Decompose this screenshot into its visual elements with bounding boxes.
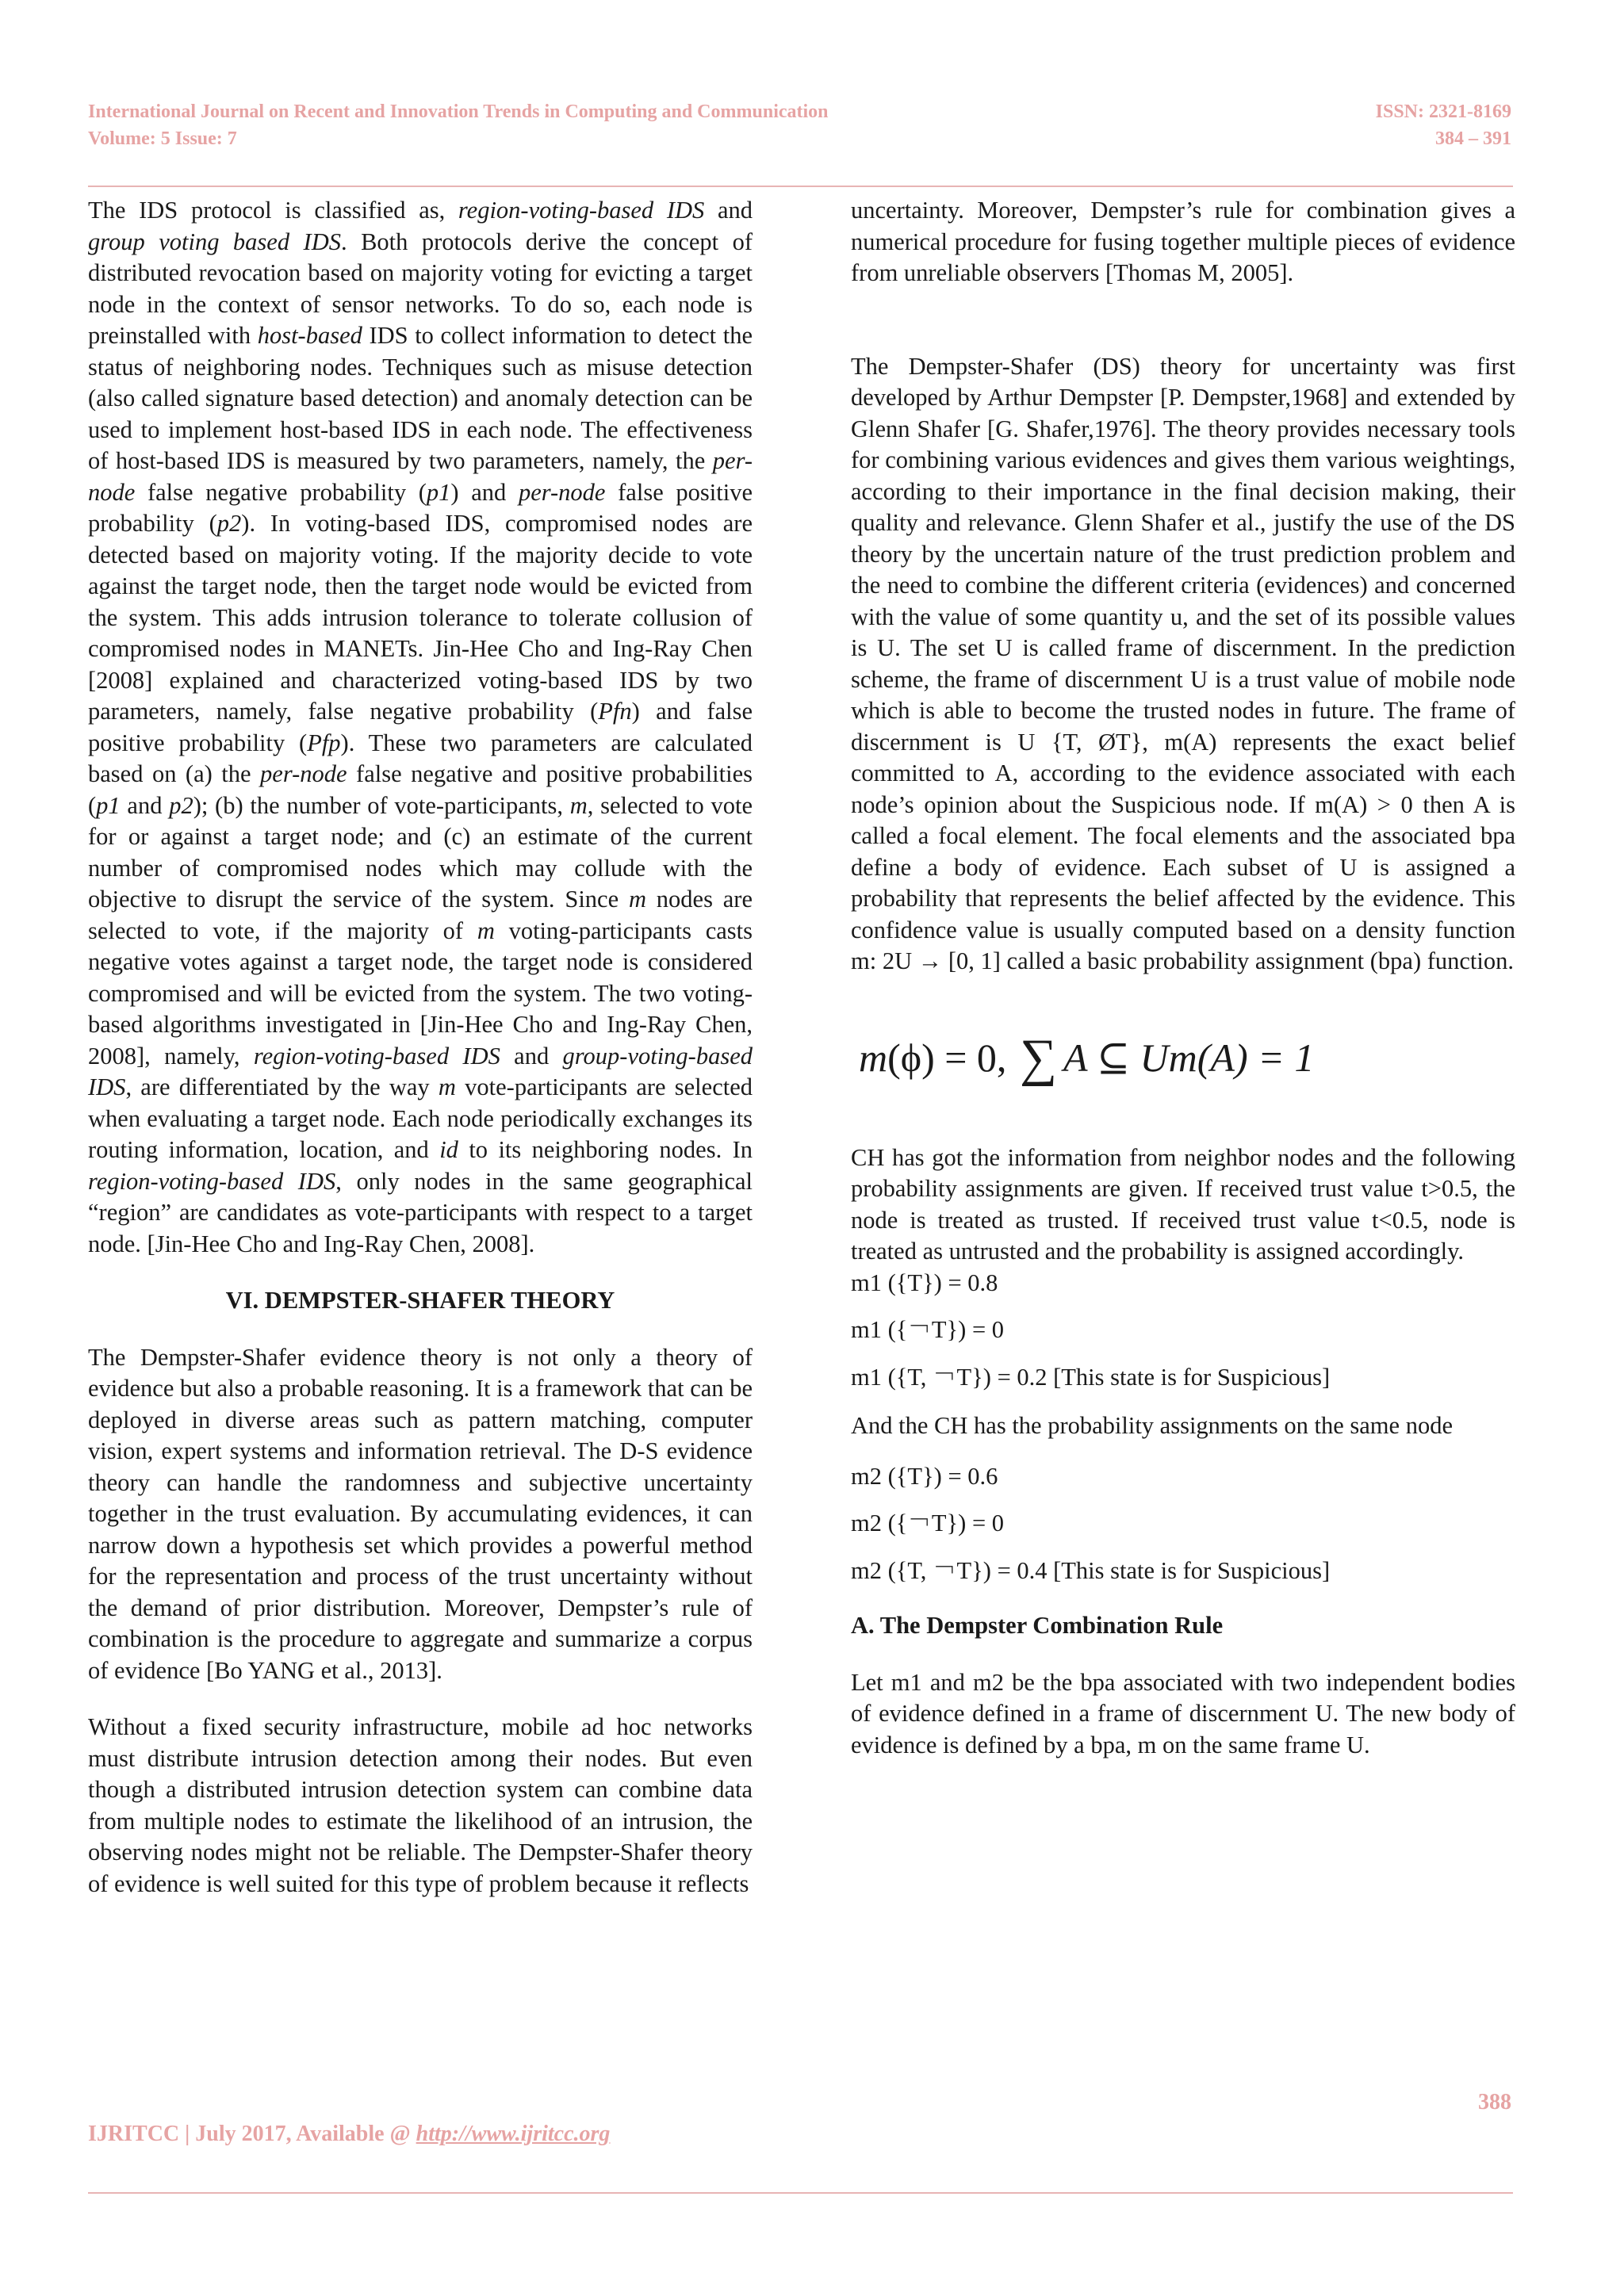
paragraph-ids-protocol: The IDS protocol is classified as, region-voting-based IDS and group voting based IDS. Both protocols derive the concept of distributed revocation based on majority voting for evicting a target node in the context of sensor networks. To do so, each node is preinstalled with host-based IDS to collect information to detect the status of neighboring nodes. Techniques such as misuse detection (also called signature based detection) and anomaly detection can be used to implement host-based IDS in each node. The effectiveness of host-based IDS is measured by two parameters, namely, the per-node false negative probability (p1) and per-node false positive probability (p2). In voting-based IDS, compromised nodes are detected based on majority voting. If the majority decide to vote against the target node, then the target node would be evicted from the system. This adds intrusion tolerance to tolerate collusion of compromised nodes in MANETs. Jin-Hee Cho and Ing-Ray Chen [2008] explained and characterized voting-based IDS by two parameters, namely, false negative probability (Pfn) and false positive probability (Pfp). These two parameters are calculated based on (a) the per-node false negative and positive probabilities (p1 and p2); (b) the number of vote-participants, m, selected to vote for or against a target node; and (c) an estimate of the current number of compromised nodes which may collude with the objective to disrupt the service of the system. Since m nodes are selected to vote, if the majority of m voting-participants casts negative votes against a target node, the target node is considered compromised and will be evicted from the system. The two voting-based algorithms investigated in [Jin-Hee Cho and Ing-Ray Chen, 2008], namely, region-voting-based IDS and group-voting-based IDS, are differentiated by the way m vote-participants are selected when evaluating a target node. Each node periodically exchanges its routing information, location, and id to its neighboring nodes. In region-voting-based IDS, only nodes in the same geographical “region” are candidates as vote-participants with respect to a target node. [Jin-Hee Cho and Ing-Ray Chen, 2008]. — [88, 197, 753, 1257]
paragraph-ch-information: CH has got the information from neighbor nodes and the following probability assignments are given. If received trust value t>0.5, the node is treated as trusted. If received trust value t<0.5, node is treated as untrusted and the probability is assigned accordingly. — [851, 1143, 1515, 1265]
header-divider — [88, 186, 1513, 187]
m1-assignment-not-t: m1 ({￢T}) = 0 — [851, 1316, 1005, 1343]
subsection-heading: A. The Dempster Combination Rule — [851, 1612, 1224, 1639]
left-column — [88, 195, 753, 1900]
formula-equals-zero: = 0, — [934, 1035, 1017, 1080]
running-header-right — [1376, 98, 1511, 152]
volume-issue: Volume: 5 Issue: 7 — [88, 128, 237, 149]
page-range: 384 – 391 — [1435, 128, 1511, 149]
m1-assignment-suspicious: m1 ({T, ￢T}) = 0.2 [This state is for Suspicious] — [851, 1363, 1331, 1391]
formula-rhs: A ⊆ Um(A) = 1 — [1063, 1035, 1315, 1080]
m2-assignment-suspicious: m2 ({T, ￢T}) = 0.4 [This state is for Suspicious] — [851, 1556, 1331, 1584]
footer-citation — [88, 2122, 610, 2147]
journal-title: International Journal on Recent and Innovation Trends in Computing and Communication — [88, 101, 829, 122]
m2-assignment-not-t: m2 ({￢T}) = 0 — [851, 1510, 1005, 1536]
m1-assignment-t: m1 ({T}) = 0.8 — [851, 1269, 998, 1296]
footer-divider — [88, 2192, 1513, 2194]
m2-assignment-t: m2 ({T}) = 0.6 — [851, 1462, 998, 1490]
running-header-left — [88, 98, 829, 152]
paragraph-uncertainty: uncertainty. Moreover, Dempster’s rule for combination gives a numerical procedure for fusing together multiple pieces of evidence from unreliable observers [Thomas M, 2005]. — [851, 197, 1515, 286]
section-heading: VI. DEMPSTER-SHAFER THEORY — [225, 1287, 615, 1314]
page-number: 388 — [1478, 2090, 1511, 2114]
issn: ISSN: 2321-8169 — [1375, 101, 1511, 122]
paragraph-combination-rule: Let m1 and m2 be the bpa associated with two independent bodies of evidence defined in a frame of discernment U. The new body of evidence is defined by a bpa, m on the same frame U. — [851, 1668, 1515, 1758]
footer-text: IJRITCC | July 2017, Available @ — [88, 2122, 416, 2146]
formula-m: m — [859, 1035, 888, 1080]
paragraph-ds-theory: The Dempster-Shafer evidence theory is not only a theory of evidence but also a probable reasoning. It is a framework that can be deployed in diverse areas such as pattern matching, computer vision, expert systems and information retrieval. The D-S evidence theory can handle the randomness and subjective uncertainty together in the trust evaluation. By accumulating evidences, it can narrow down a hypothesis set which provides a powerful method for the representation and process of the trust uncertainty without the demand of prior distribution. Moreover, Dempster’s rule of combination is the procedure to aggregate and summarize a corpus of evidence [Bo YANG et al., 2013]. — [88, 1343, 753, 1684]
formula-phi: (ϕ) — [887, 1035, 935, 1080]
bpa-formula — [851, 1027, 1515, 1090]
paragraph-ds-history: The Dempster-Shafer (DS) theory for uncertainty was first developed by Arthur Dempster [P. Dempster,1968] and extended by Glenn Shafer [G. Shafer,1976]. The theory provides necessary tools for combining various evidences and gives them various weightings, according to their importance in the final decision making, their quality and relevance. Glenn Shafer et al., justify the use of the DS theory by the uncertain nature of the trust prediction problem and the need to combine the different criteria (evidences) and concerned with the value of some quantity u, and the set of its possible values is U. The set U is called frame of discernment. In the prediction scheme, the frame of discernment U is a trust value of mobile node which is able to become the trusted nodes in future. The frame of discernment is U {T, ØT}, m(A) represents the exact belief committed to A, according to the evidence associated with each node’s opinion about the Suspicious node. If m(A) > 0 then A is called a focal element. The focal elements and the associated bpa define a body of evidence. Each subset of U is assigned a probability that represents the belief affected by the evidence. This confidence value is usually computed based on a density function m: 2U → [0, 1] called a basic probability assignment (bpa) function. — [851, 352, 1515, 974]
paragraph-ch-assignments: And the CH has the probability assignments on the same node — [851, 1412, 1453, 1439]
right-column — [851, 195, 1515, 1761]
sigma-symbol: ∑ — [1019, 1028, 1057, 1087]
journal-link[interactable]: http://www.ijritcc.org — [416, 2122, 611, 2146]
paragraph-fixed-infrastructure: Without a fixed security infrastructure, mobile ad hoc networks must distribute intrusion detection among their nodes. But even though a distributed intrusion detection system can combine data from multiple nodes to estimate the likelihood of an intrusion, the observing nodes might not be reliable. The Dempster-Shafer theory of evidence is well suited for this type of problem because it reflects — [88, 1713, 753, 1897]
